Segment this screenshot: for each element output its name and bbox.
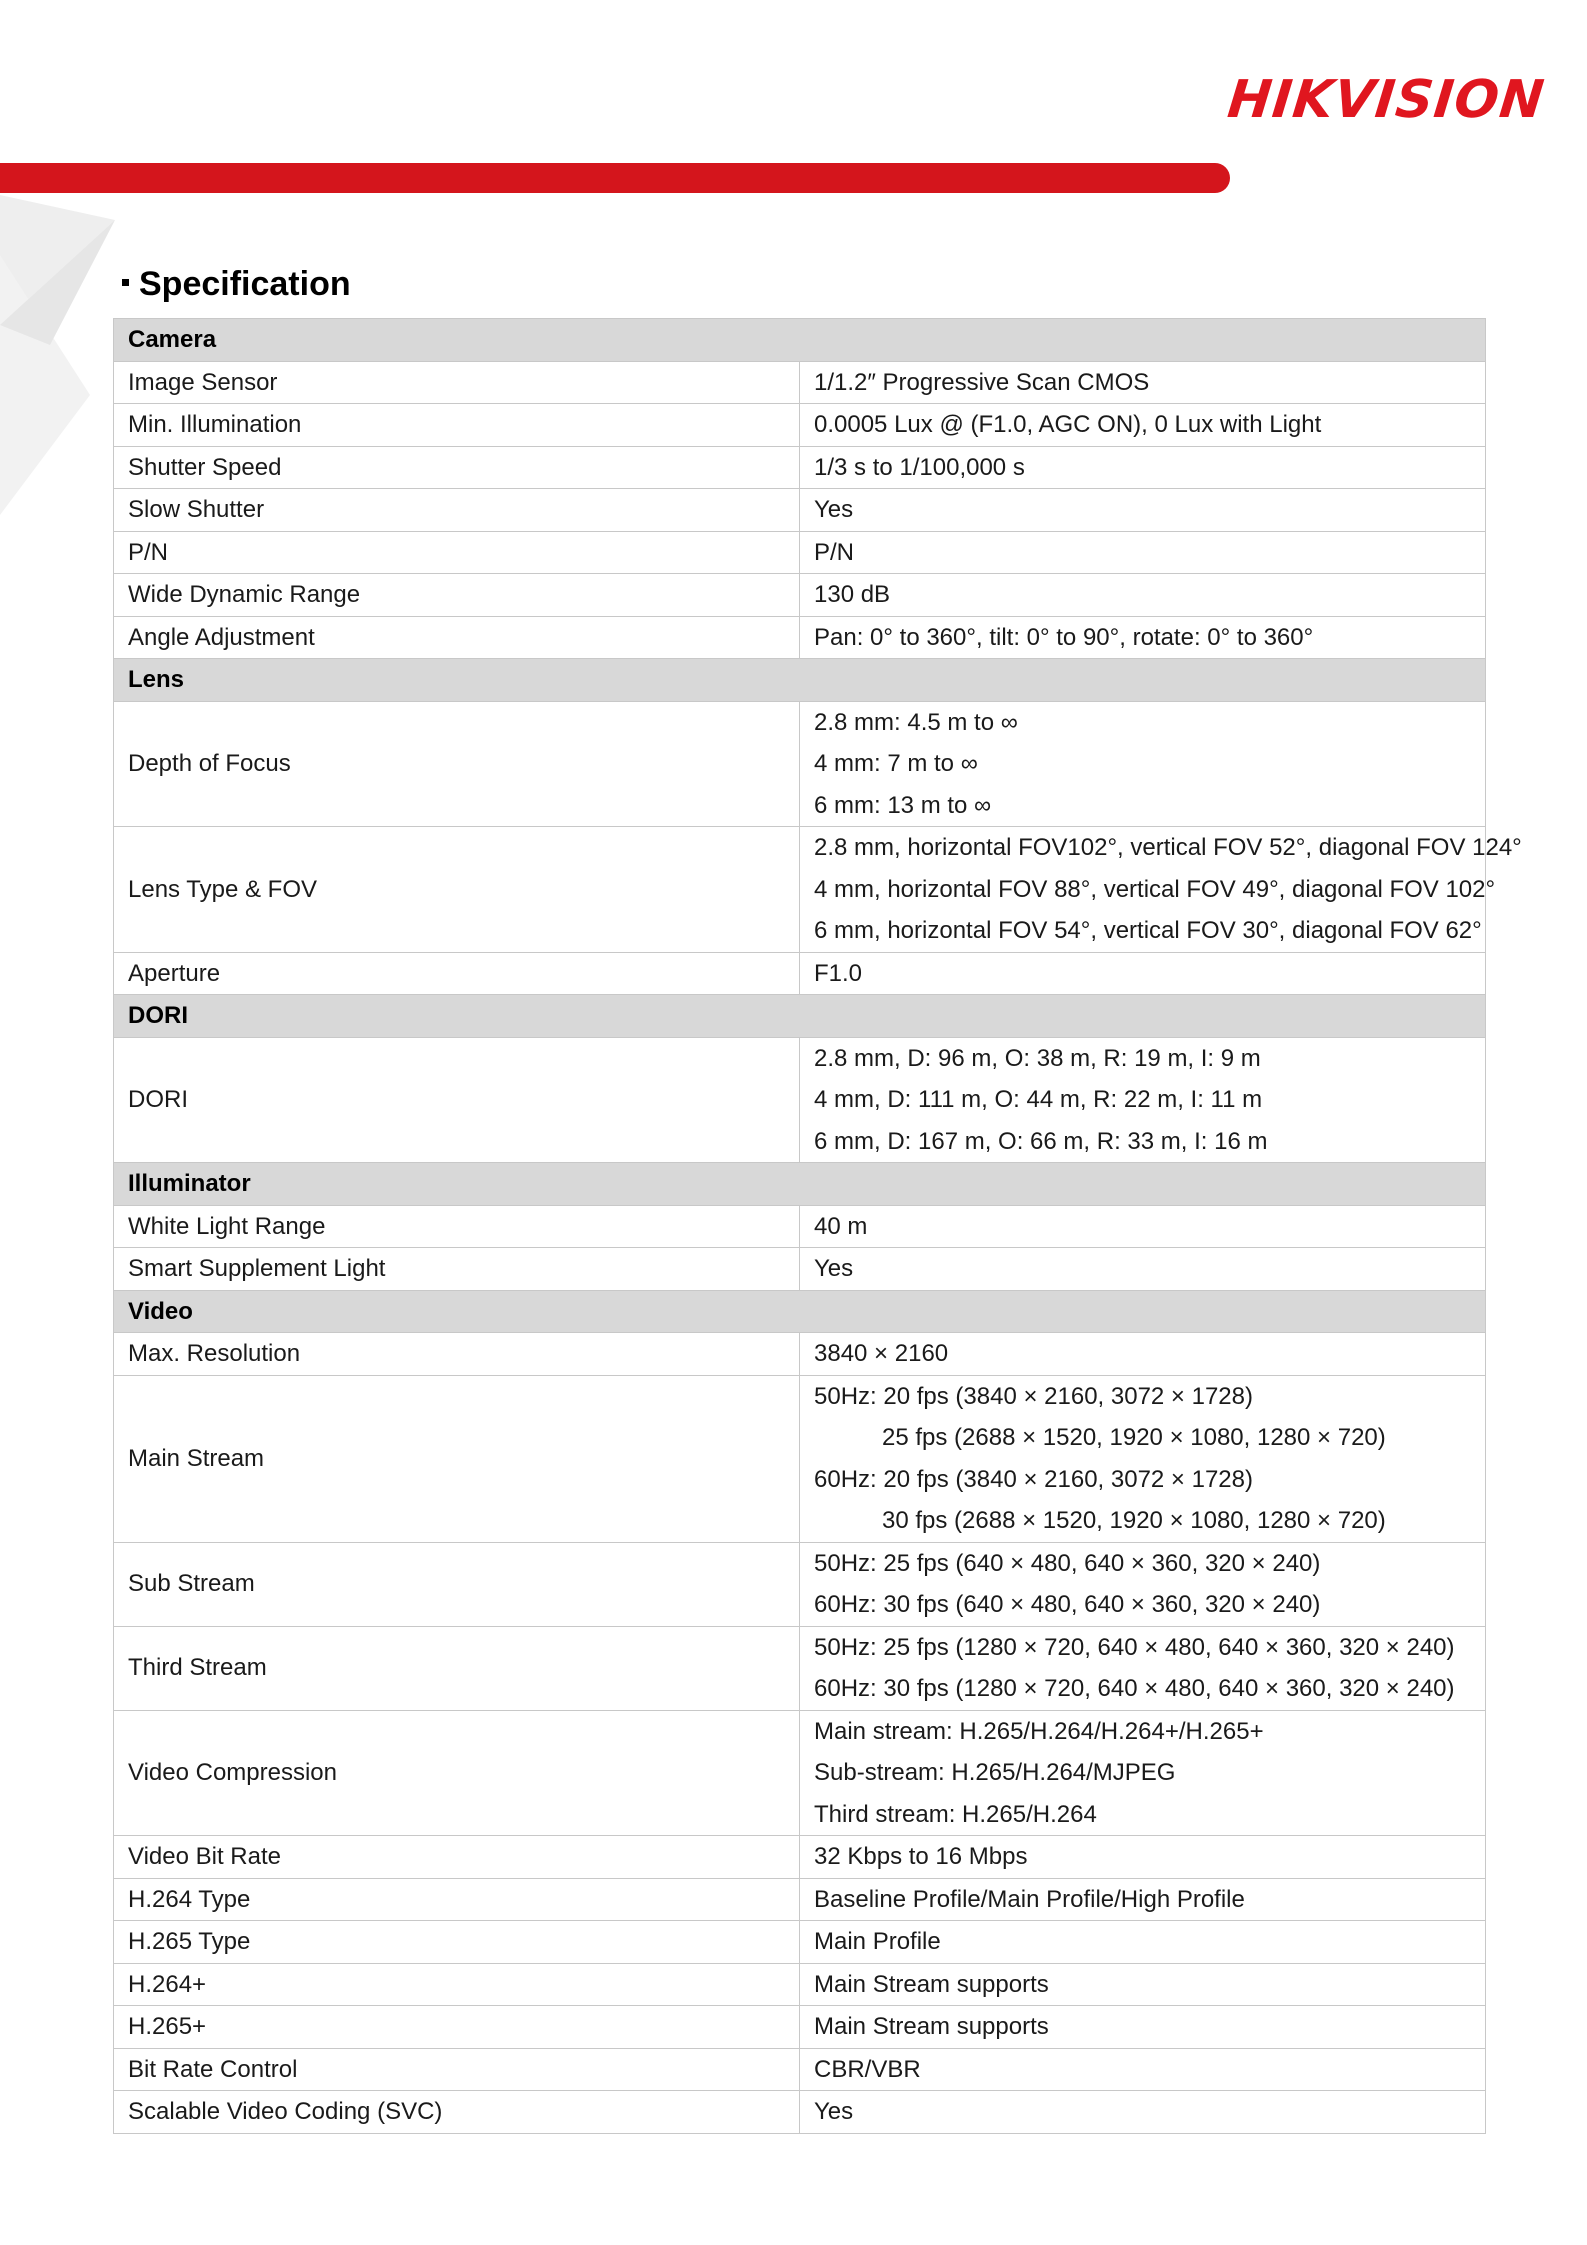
- spec-row-depth-of-focus: Depth of Focus 2.8 mm: 4.5 m to ∞ 4 mm: 7 m to ∞ 6 mm: 13 m to ∞: [114, 701, 1486, 827]
- spec-row-video-compression: Video Compression Main stream: H.265/H.264/H.264+/H.265+ Sub-stream: H.265/H.264/MJPEG Third stream: H.265/H.264: [114, 1710, 1486, 1836]
- header-red-bar: [0, 163, 1230, 193]
- spec-row-wdr: Wide Dynamic Range 130 dB: [114, 574, 1486, 617]
- spec-row-h264-type: H.264 Type Baseline Profile/Main Profile/High Profile: [114, 1878, 1486, 1921]
- spec-row-third-stream: Third Stream 50Hz: 25 fps (1280 × 720, 640 × 480, 640 × 360, 320 × 240) 60Hz: 30 fps (1280 × 720, 640 × 480, 640 × 360, 320 × 240): [114, 1626, 1486, 1710]
- spec-row-h265plus: H.265+ Main Stream supports: [114, 2006, 1486, 2049]
- spec-row-sub-stream: Sub Stream 50Hz: 25 fps (640 × 480, 640 × 360, 320 × 240) 60Hz: 30 fps (640 × 480, 640 × 360, 320 × 240): [114, 1542, 1486, 1626]
- spec-row-svc: Scalable Video Coding (SVC) Yes: [114, 2091, 1486, 2134]
- spec-row-lens-type: Lens Type & FOV 2.8 mm, horizontal FOV102°, vertical FOV 52°, diagonal FOV 124° 4 mm, horizontal FOV 88°, vertical FOV 49°, diagonal FOV 102° 6 mm, horizontal FOV 54°, vertical FOV 30°, diagonal FOV 62°: [114, 827, 1486, 953]
- section-title: Specification: [122, 262, 351, 306]
- spec-row-main-stream: Main Stream 50Hz: 20 fps (3840 × 2160, 3072 × 1728) 25 fps (2688 × 1520, 1920 × 1080, 1280 × 720) 60Hz: 20 fps (3840 × 2160, 3072 × 1728) 30 fps (2688 × 1520, 1920 × 1080, 1280 × 720): [114, 1375, 1486, 1542]
- spec-row-pn: P/N P/N: [114, 531, 1486, 574]
- spec-row-min-illumination: Min. Illumination 0.0005 Lux @ (F1.0, AGC ON), 0 Lux with Light: [114, 404, 1486, 447]
- spec-row-h265-type: H.265 Type Main Profile: [114, 1921, 1486, 1964]
- spec-row-dori: DORI 2.8 mm, D: 96 m, O: 38 m, R: 19 m, I: 9 m 4 mm, D: 111 m, O: 44 m, R: 22 m, I: 11 m 6 mm, D: 167 m, O: 66 m, R: 33 m, I: 16 m: [114, 1037, 1486, 1163]
- spec-row-h264plus: H.264+ Main Stream supports: [114, 1963, 1486, 2006]
- bullet-icon: [122, 279, 129, 286]
- decorative-triangles: [0, 195, 130, 515]
- group-camera: Camera: [114, 319, 1486, 362]
- spec-row-video-bit-rate: Video Bit Rate 32 Kbps to 16 Mbps: [114, 1836, 1486, 1879]
- spec-row-max-resolution: Max. Resolution 3840 × 2160: [114, 1333, 1486, 1376]
- spec-row-smart-supplement: Smart Supplement Light Yes: [114, 1248, 1486, 1291]
- spec-row-shutter-speed: Shutter Speed 1/3 s to 1/100,000 s: [114, 446, 1486, 489]
- spec-row-angle: Angle Adjustment Pan: 0° to 360°, tilt: 0° to 90°, rotate: 0° to 360°: [114, 616, 1486, 659]
- spec-row-image-sensor: Image Sensor 1/1.2″ Progressive Scan CMOS: [114, 361, 1486, 404]
- spec-row-aperture: Aperture F1.0: [114, 952, 1486, 995]
- spec-row-bit-rate-control: Bit Rate Control CBR/VBR: [114, 2048, 1486, 2091]
- group-dori: DORI: [114, 995, 1486, 1038]
- group-video: Video: [114, 1290, 1486, 1333]
- spec-row-slow-shutter: Slow Shutter Yes: [114, 489, 1486, 532]
- hikvision-logo: HIKVISION: [1224, 70, 1548, 130]
- group-lens: Lens: [114, 659, 1486, 702]
- spec-table: [113, 318, 1522, 2134]
- group-illuminator: Illuminator: [114, 1163, 1486, 1206]
- spec-row-white-light-range: White Light Range 40 m: [114, 1205, 1486, 1248]
